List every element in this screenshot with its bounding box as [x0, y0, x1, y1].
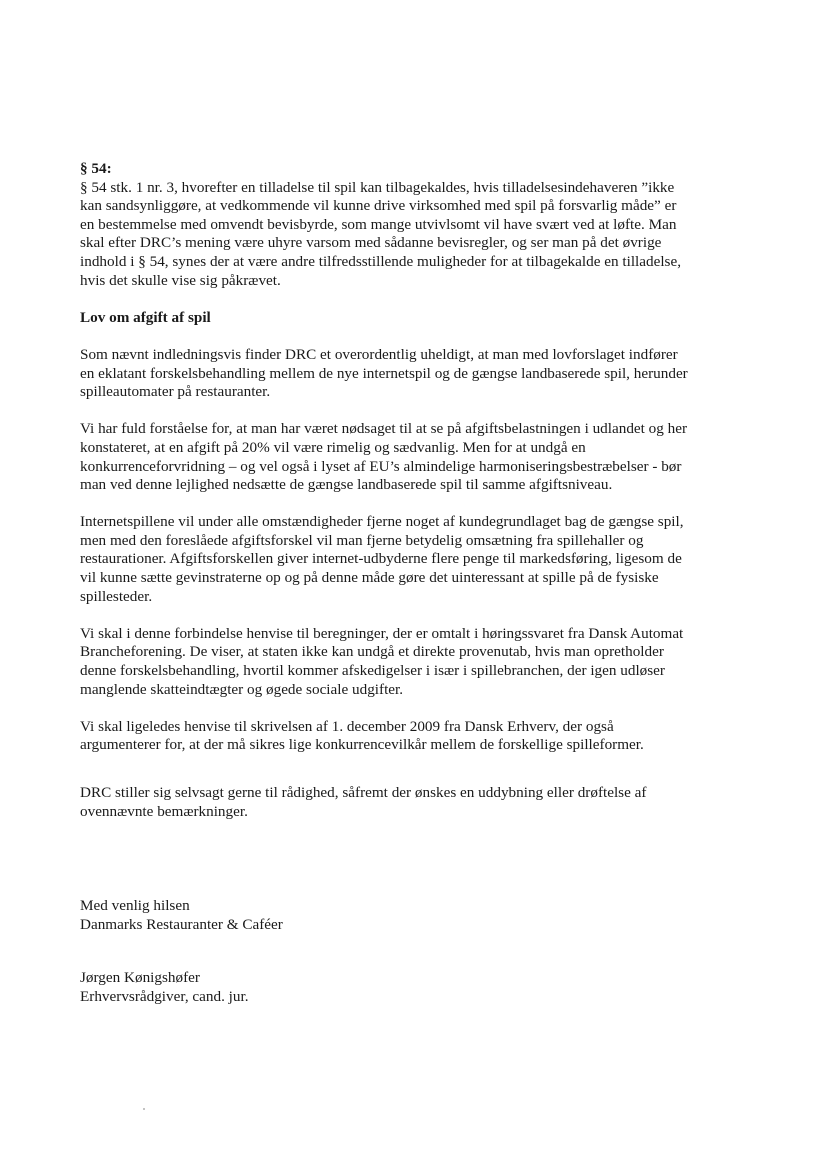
text-line: skal efter DRC’s mening være uhyre varsom med sådanne bevisregler, og ser man på det øvrige	[80, 234, 662, 252]
text-line: manglende skatteindtægter og øgede sociale udgifter.	[80, 680, 404, 698]
text-line: DRC stiller sig selvsagt gerne til rådighed, såfremt der ønskes en uddybning eller drøftelse af	[80, 784, 647, 801]
afgift-paragraph-5	[80, 718, 770, 755]
signer-name: Jørgen Kønigshøfer	[80, 969, 200, 987]
text-line: en bestemmelse med omvendt bevisbyrde, som mange utvivlsomt vil have svært ved at løfte. Man	[80, 215, 677, 233]
text-line: vil kunne sætte gevinstraterne op og på denne måde gøre det uinteressant at spille på de fysiske	[80, 569, 659, 587]
afgift-paragraph-2	[80, 420, 770, 494]
text-line: denne forskelsbehandling, hvortil kommer afskedigelser i især i spillebranchen, der igen udløser	[80, 662, 665, 680]
section-54-paragraph	[80, 179, 770, 291]
text-line: argumenterer for, at der må sikres lige konkurrencevilkår mellem de forskellige spilleformer.	[80, 736, 644, 754]
text-line: restaurationer. Afgiftsforskellen giver internet-udbyderne flere penge til markedsføring, ligesom de	[80, 550, 682, 568]
text-line: en eklatant forskelsbehandling mellem de nye internetspil og de gængse landbaserede spil, herunder	[80, 364, 688, 382]
text-line: man ved denne lejlighed nedsætte de gængse landbaserede spil til samme afgiftsniveau.	[80, 476, 613, 494]
letter-page	[80, 160, 770, 1007]
text-line: ovennævnte bemærkninger.	[80, 802, 248, 820]
text-line: Som nævnt indledningsvis finder DRC et overordentlig uheldigt, at man med lovforslaget indfører	[80, 345, 678, 363]
afgift-paragraph-4	[80, 625, 770, 699]
scan-speck	[143, 1108, 145, 1110]
text-line: Vi har fuld forståelse for, at man har været nødsaget til at se på afgiftsbelastningen i udlandet og her	[80, 420, 688, 438]
text-line: hvis det skulle vise sig påkrævet.	[80, 271, 281, 289]
signer-title: Erhvervsrådgiver, cand. jur.	[80, 987, 249, 1005]
text-line: konstateret, at en afgift på 20% vil være rimelig og sædvanlig. Men for at undgå en	[80, 438, 586, 456]
organization-name: Danmarks Restauranter & Caféer	[80, 915, 283, 933]
section-54-heading: § 54:	[80, 160, 112, 177]
text-line: § 54 stk. 1 nr. 3, hvorefter en tilladelse til spil kan tilbagekaldes, hvis tilladelsesindehaveren ”ikke	[80, 178, 675, 196]
signature-block	[80, 969, 770, 1006]
text-line: indhold i § 54, synes der at være andre tilfredsstillende muligheder for at tilbagekalde en tilladelse,	[80, 252, 681, 270]
text-line: spilleautomater på restauranter.	[80, 383, 271, 401]
spacer	[80, 821, 770, 897]
text-line: kan sandsynliggøre, at vedkommende vil kunne drive virksomhed med spil på forsvarlig måde” er	[80, 197, 677, 215]
closing-paragraph	[80, 784, 770, 821]
text-line: konkurrenceforvridning – og vel også i lyset af EU’s almindelige harmoniseringsbestræbelser - bør	[80, 457, 682, 475]
section-54	[80, 160, 770, 290]
text-line: Brancheforening. De viser, at staten ikke kan undgå et direkte provenutab, hvis man opretholder	[80, 643, 664, 661]
text-line: men med den foreslåede afgiftsforskel vil man fjerne betydelig omsætning fra spillehaller og	[80, 531, 644, 549]
text-line: spillesteder.	[80, 587, 153, 605]
afgift-heading: Lov om afgift af spil	[80, 308, 211, 326]
afgift-paragraph-3	[80, 513, 770, 606]
spacer	[80, 755, 770, 784]
afgift-paragraph-1	[80, 346, 770, 402]
text-line: Vi skal i denne forbindelse henvise til beregninger, der er omtalt i høringssvaret fra Dansk Automat	[80, 624, 684, 642]
greeting	[80, 897, 770, 934]
text-line: Vi skal ligeledes henvise til skrivelsen af 1. december 2009 fra Dansk Erhverv, der også	[80, 717, 614, 735]
text-line: Internetspillene vil under alle omstændigheder fjerne noget af kundegrundlaget bag de gængse spil,	[80, 513, 684, 531]
greeting-line: Med venlig hilsen	[80, 897, 190, 915]
spacer	[80, 934, 770, 969]
